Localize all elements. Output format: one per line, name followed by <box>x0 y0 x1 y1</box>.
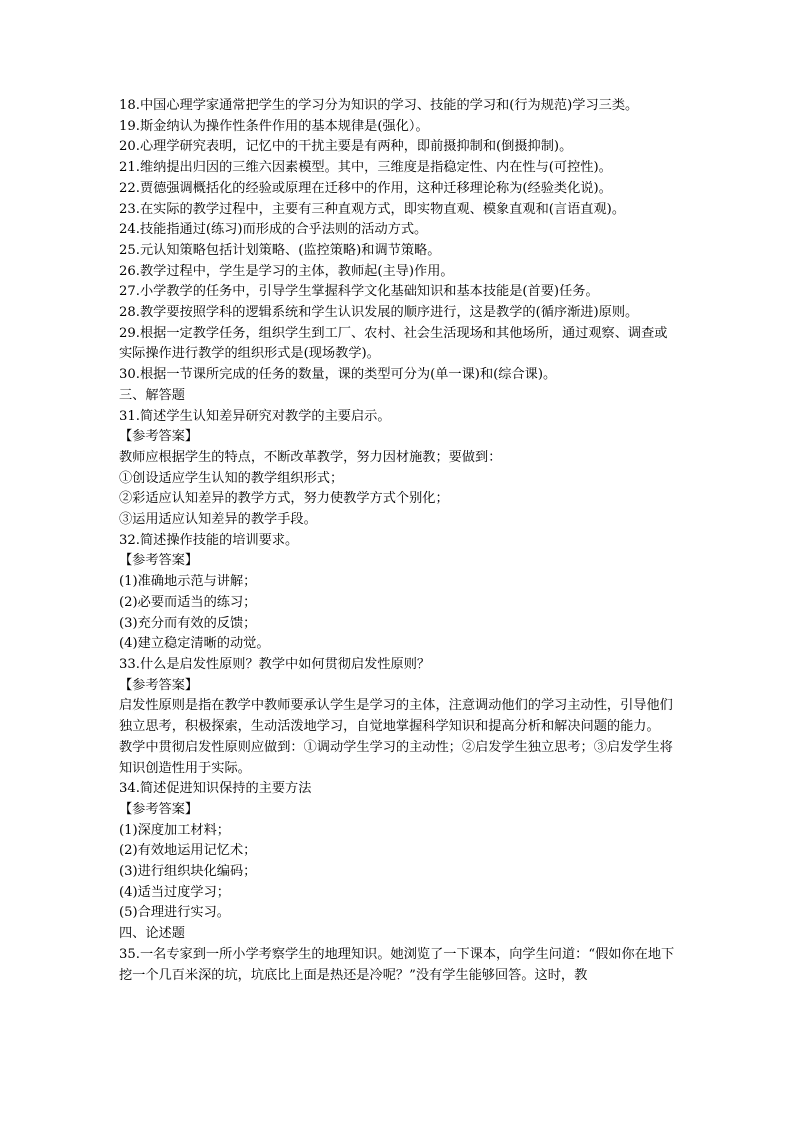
section-heading-3: 三、解答题 <box>119 387 185 403</box>
answer-label: 【参考答案】 <box>119 801 199 817</box>
item-29: 29.根据一定教学任务，组织学生到工厂、农村、社会生活现场和其他场所，通过观察、调查或实际操作进行教学的组织形式是(现场教学)。 <box>119 325 668 362</box>
answer-item: (2)有效地运用记忆术； <box>119 843 257 859</box>
item-28: 28.教学要按照学科的逻辑系统和学生认识发展的顺序进行，这是教学的(循序渐进)原则。 <box>119 305 639 321</box>
item-30: 30.根据一节课所完成的任务的数量，课的类型可分为(单一课)和(综合课)。 <box>119 367 557 383</box>
answer-label: 【参考答案】 <box>119 429 199 445</box>
question-35: 35.一名专家到一所小学考察学生的地理知识。她浏览了一下课本，向学生问道：“假如你在地下挖一个几百米深的坑，坑底比上面是热还是冷呢？”没有学生能够回答。这时，教 <box>119 946 675 983</box>
answer-item: (1)深度加工材料； <box>119 822 230 838</box>
answer-item: (3)进行组织块化编码； <box>119 864 257 880</box>
question-34: 34.简述促进知识保持的主要方法 <box>119 781 312 797</box>
item-26: 26.教学过程中，学生是学习的主体，教师起(主导)作用。 <box>119 263 454 279</box>
answer-intro: 教师应根据学生的特点，不断改革教学，努力因材施教；要做到： <box>119 449 502 465</box>
answer-paragraph: 启发性原则是指在教学中教师要承认学生是学习的主体，注意调动他们的学习主动性，引导他们独立思考，积极探索，生动活泼地学习，自觉地掌握科学知识和提高分析和解决问题的能力。 <box>119 698 673 735</box>
question-32: 32.简述操作技能的培训要求。 <box>119 532 299 548</box>
answer-item: (1)准确地示范与讲解； <box>119 574 257 590</box>
item-21: 21.维纳提出归因的三维六因素模型。其中，三维度是指稳定性、内在性与(可控性)。 <box>119 160 612 176</box>
item-18: 18.中国心理学家通常把学生的学习分为知识的学习、技能的学习和(行为规范)学习三类。 <box>119 98 639 113</box>
question-33: 33.什么是启发性原则？教学中如何贯彻启发性原则？ <box>119 656 431 672</box>
answer-item: (3)充分而有效的反馈； <box>119 615 257 631</box>
answer-label: 【参考答案】 <box>119 553 199 569</box>
item-27: 27.小学教学的任务中，引导学生掌握科学文化基础知识和基本技能是(首要)任务。 <box>119 284 599 300</box>
document-page <box>119 96 679 986</box>
answer-item: (2)必要而适当的练习； <box>119 594 257 610</box>
answer-item: (4)建立稳定清晰的动觉。 <box>119 636 270 652</box>
item-23: 23.在实际的教学过程中，主要有三种直观方式，即实物直观、模象直观和(言语直观)。 <box>119 201 626 217</box>
answer-item: ③运用适应认知差异的教学手段。 <box>119 512 317 528</box>
section-heading-4: 四、论述题 <box>119 926 185 942</box>
question-31: 31.简述学生认知差异研究对教学的主要启示。 <box>119 408 391 424</box>
item-25: 25.元认知策略包括计划策略、(监控策略)和调节策略。 <box>119 242 441 258</box>
answer-label: 【参考答案】 <box>119 677 199 693</box>
answer-paragraph: 教学中贯彻启发性原则应做到：①调动学生学习的主动性；②启发学生独立思考；③启发学生将知识创造性用于实际。 <box>119 739 673 776</box>
item-22: 22.贾德强调概括化的经验或原理在迁移中的作用，这种迁移理论称为(经验类化说)。 <box>119 180 612 196</box>
answer-item: (4)适当过度学习； <box>119 884 230 900</box>
item-20: 20.心理学研究表明，记忆中的干扰主要是有两种，即前摄抑制和(倒摄抑制)。 <box>119 139 573 155</box>
answer-item: ①创设适应学生认知的教学组织形式； <box>119 470 344 486</box>
item-24: 24.技能指通过(练习)而形成的合乎法则的活动方式。 <box>119 222 428 238</box>
answer-item: ②彩适应认知差异的教学方式，努力使教学方式个别化； <box>119 491 449 507</box>
answer-item: (5)合理进行实习。 <box>119 905 230 921</box>
item-19: 19.斯金纳认为操作性条件作用的基本规律是(强化）。 <box>119 118 429 134</box>
